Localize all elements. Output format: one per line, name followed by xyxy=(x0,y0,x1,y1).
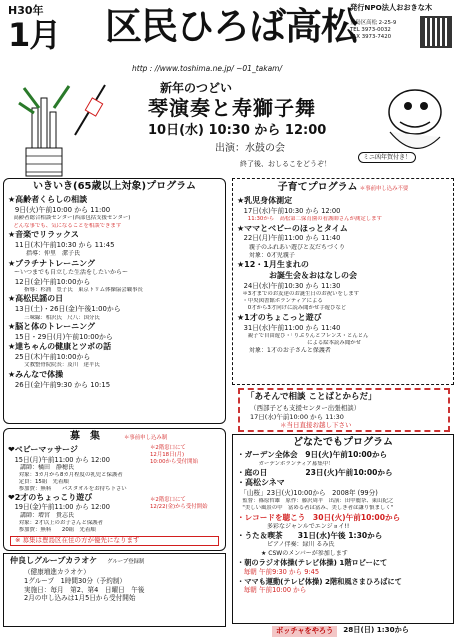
list-item: による絵本読み聞かせ xyxy=(237,340,361,347)
list-item: ガーデンボランティア募集中！ xyxy=(237,460,334,467)
header-month: 1月 xyxy=(8,16,61,54)
list-item: ＊当日直接お越し下さい xyxy=(280,421,352,430)
list-item: 24日(水)午前10:30 から 11:30 xyxy=(237,281,341,290)
event-performer: 出演：水鼓の会 xyxy=(215,143,285,154)
list-item: ★ CSWのメンバーが参加します xyxy=(237,549,348,557)
kosodate-title: 子育てプログラム xyxy=(277,182,358,193)
donata-title: どなたでもプログラム xyxy=(293,437,393,448)
list-item: どんな事でも、気になることを相談できます xyxy=(8,222,122,229)
page-title: 区民ひろば高松 xyxy=(105,5,357,48)
address-line: TEL 3973-0032 xyxy=(350,26,391,33)
list-item: ★ママとベビーのほっとタイム xyxy=(237,223,348,233)
list-item: 17日(水)午前10:00 から 11:30 xyxy=(250,412,344,421)
list-item: 講師：增宮 貴志氏 xyxy=(8,511,75,519)
boshu-side-notes-2 xyxy=(150,497,207,511)
boshu-footer: ※ 募集は豊島区在住の方が優先になります xyxy=(10,536,219,546)
donata-program-panel xyxy=(232,434,454,624)
qr-code-icon[interactable] xyxy=(420,16,452,48)
list-item: 12日(金)午前10:00から xyxy=(8,277,91,286)
boshu-side-notes xyxy=(150,445,198,465)
list-item: 毎朝 午前10:00 から xyxy=(237,586,307,595)
list-item: ★音楽でリラックス xyxy=(8,230,79,240)
list-item: ・庭の日 23日(火)午前10:00から xyxy=(237,467,393,477)
list-item: 親子で自由遊び・「りぷりんとフレンズ・とんとん xyxy=(237,332,369,339)
side-note: ＊2階窓口にて xyxy=(150,445,186,452)
list-item: 対象：2才以上のお子さんと保護者 xyxy=(8,519,104,526)
boccia-label: ボッチャをやろう xyxy=(272,626,337,637)
nakama-subtitle: グループ登録制 xyxy=(107,559,145,565)
list-item: ピアノ伴奏：緑川 るみ氏 xyxy=(237,541,335,549)
list-item: 対象：3カ月から8カ月程度の乳児と保護者 xyxy=(8,471,123,478)
publisher-address xyxy=(350,20,396,40)
list-item: お誕生会＆おはなしの会 xyxy=(237,270,357,280)
list-item: 監督：篠原哲雄 原作：藤沢周平 出演：田中麗奈、東山紀之 xyxy=(237,497,394,504)
list-item: 15日(月)午前11:00 から 12:00 xyxy=(8,455,110,464)
list-item: 指導：仲里 潔子氏 xyxy=(8,250,81,258)
list-item: ★脳と体のトレーニング xyxy=(8,321,96,331)
list-item: 多彩なジャンルでエンジョイ!! xyxy=(237,522,350,530)
list-item: 定員：15組 先着順 xyxy=(8,478,69,485)
list-item: 17日(水)午前10:30 から 12:00 xyxy=(237,207,341,216)
list-item: 1グループ 1時間30分（予約制） xyxy=(24,576,126,585)
event-bubble: ミニ凶年賀付き！ xyxy=(358,152,416,163)
karaoke-group-panel xyxy=(3,553,226,627)
list-item: 25日(木)午前10:00から xyxy=(8,353,91,362)
event-date: 10日(水) 10:30 から 12:00 xyxy=(148,123,327,138)
side-note: 12月18日(月) xyxy=(150,451,185,458)
list-item: 文教整骨院院長：及川 達平氏 xyxy=(8,362,100,369)
website-link[interactable]: http : //www.toshima.ne.jp/ ~01_takam/ xyxy=(132,64,283,73)
list-item: 親子のふれあい遊びと友だちづくり xyxy=(237,243,345,251)
side-note: 10:00から受付開始 xyxy=(150,458,198,465)
ikiiki-program-panel xyxy=(3,178,226,424)
header-year: H30年 xyxy=(8,4,44,17)
event-title: 琴演奏と寿獅子舞 xyxy=(148,96,316,120)
list-item: 講師：橘田 静穂氏 xyxy=(8,464,75,472)
list-item: ・ママも運動(テレビ体操) 2階和風さまひろばにて xyxy=(237,576,402,586)
kosodate-program-panel xyxy=(232,178,454,385)
list-item: ・中央図書館ボランティアによる xyxy=(237,298,323,305)
list-item: 13日(土)・26日(金)午後1:00から xyxy=(8,305,121,314)
boshu-title: 募 集 xyxy=(70,431,100,442)
list-item: （健康増進カラオケ） xyxy=(24,567,90,576)
list-item: 参加費：無料 20組 先着順 xyxy=(8,526,96,533)
event-note: 終了後、おしるこをどうぞ！ xyxy=(240,160,331,168)
list-item: 指導：杉浦 豊子氏 東京トリム体操協会職事長 xyxy=(8,286,143,293)
lion-dance-mascot-icon xyxy=(370,82,450,162)
list-item: 三味線：相沢氏 尺八：国分氏 xyxy=(8,314,100,321)
address-line: FAX 3973-7420 xyxy=(350,33,392,40)
list-item: 11日(木)午前10:30 から 11:45 xyxy=(8,241,115,250)
ikiiki-title: いきいき(65歳以上対象)プログラム xyxy=(33,181,196,192)
list-item: 参加費：無料 バスタオルをお持ち下さい xyxy=(8,485,127,492)
list-item: ・うた＆喫茶 31日(水)午後 1:30から xyxy=(237,531,383,541)
list-item: ★1才のちょこっと遊び xyxy=(237,312,322,322)
list-item: 31日(水)午前11:00 から 11:40 xyxy=(237,323,341,332)
list-item: ★プラチナトレーニング xyxy=(8,258,96,268)
list-item: ーいつまでも自立した生活をしたいからー xyxy=(8,269,129,277)
list-item: ★乳児身体測定 xyxy=(237,196,293,206)
list-item: （西部子ども支援センター出張相談） xyxy=(250,404,361,413)
boshu-panel xyxy=(3,428,226,551)
list-item: ・レコードを聴こう 30日(火)午前10:00から xyxy=(237,512,401,522)
boshu-note: ＊事前申し込み制 xyxy=(124,435,168,441)
boccia-date: 28日(日) 1:30から xyxy=(343,625,409,634)
list-item: ★達ちゃんの健康とツボの話 xyxy=(8,342,112,352)
list-item: ・高松シネマ xyxy=(237,478,285,488)
list-item: ＊3才までのお友達のお誕生日のお祝いをします xyxy=(237,290,360,297)
asoko-title: 「あそんで相談 ことばとからだ」 xyxy=(246,392,377,402)
list-item: 対象：0才児親子 xyxy=(237,251,295,259)
list-item: ❤ベビーマッサージ xyxy=(8,445,78,455)
list-item: 高齢者総合相談センター(西部包括支援センター) xyxy=(8,215,131,222)
list-item: ・朝のラジオ体操(テレビ体操) 1階ロビーにて xyxy=(237,557,388,567)
nakama-title: 仲良しグループカラオケ xyxy=(10,556,98,565)
list-item: ★高齢者くらしの相談 xyxy=(8,195,88,205)
list-item: 19日(金)午前11:00 から 12:00 xyxy=(8,503,110,512)
list-item: 「山桜」23日(火)10:00から 2008年 (99分) xyxy=(237,489,378,498)
list-item: 22日(月)午前11:00 から 11:40 xyxy=(237,234,341,243)
address-line: 豊島区高松 2-25-9 xyxy=(350,20,397,26)
hamaya-arrow-icon xyxy=(70,80,110,140)
list-item: ★高松民謡の日 xyxy=(8,294,64,304)
list-item: 9日(火)午前10:00 から 11:00 xyxy=(8,206,111,215)
asonde-soudan-panel xyxy=(238,388,450,432)
list-item: "美しい風景の中 富める者は富み、美しき者は謙り慎ましく" xyxy=(237,505,394,512)
list-item: ★12・1月生まれの xyxy=(237,259,309,269)
list-item: 対象：1才のお子さんと保護者 xyxy=(237,347,331,355)
list-item: ・ガーデン全体会 9日(火)午前10:00から xyxy=(237,450,388,460)
kosodate-note: ＊事前申し込み不要 xyxy=(359,186,409,192)
list-item: 26日(金)午前9:30 から 10:15 xyxy=(8,380,111,389)
list-item: ❤2才のちょっこり遊び xyxy=(8,492,93,502)
list-item: ★みんなで体操 xyxy=(8,369,64,379)
event-prefix: 新年のつどい xyxy=(160,81,233,95)
list-item: 実施日：毎月 第2、第4 日曜日 午後 xyxy=(24,585,145,594)
list-item: 11:30から 高松第二保育園の看護師さんが測定します xyxy=(237,216,382,223)
list-item: 2月の申し込みは1月5日から受付開始 xyxy=(24,594,136,603)
boccia-banner xyxy=(272,626,409,637)
side-note: 12/22(金)から受付開始 xyxy=(150,503,208,510)
list-item: 毎朝 午前9:30 から 9:45 xyxy=(237,567,320,576)
publisher-name: 発行NPO法人おおきな木 xyxy=(350,3,433,12)
list-item: 15日・29日(月)午前10:00から xyxy=(8,332,113,341)
list-item: 0才から3才向けに読み聞かせ手遊びなど xyxy=(237,305,347,312)
side-note: ＊2階窓口にて xyxy=(150,497,186,504)
